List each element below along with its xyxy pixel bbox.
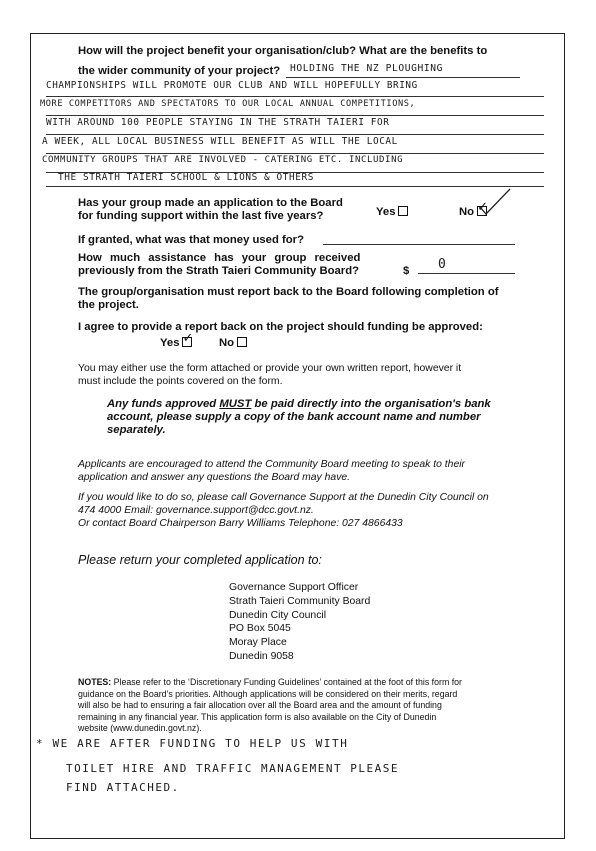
encourage-line2: application and answer any questions the Board may have. [78, 472, 351, 483]
benefit-question-line1: How will the project benefit your organisation/club? What are the benefits to [78, 45, 488, 57]
address-line: Strath Taieri Community Board [229, 595, 371, 607]
address-line: PO Box 5045 [229, 623, 291, 635]
address-line: Dunedin 9058 [229, 650, 294, 662]
handwritten-note-line1: * WE ARE AFTER FUNDING TO HELP US WITH [36, 737, 349, 750]
return-address [229, 581, 370, 664]
assistance-question-line1: How much assistance has your group received [78, 252, 361, 264]
funds-notice-line3: separately. [107, 424, 166, 436]
return-heading: Please return your completed application to: [78, 553, 322, 567]
checkmark-icon [478, 187, 512, 217]
agree-no-label: No [219, 337, 235, 349]
agree-no-option[interactable] [219, 336, 247, 351]
assistance-question-line2: previously from the Strath Taieri Community Board? [78, 265, 359, 277]
answer-underline [46, 153, 544, 154]
contact-line1: If you would like to do so, please call Governance Support at the Dunedin City Council on [78, 492, 489, 503]
prior-no-label: No [459, 206, 475, 218]
form-note-line1: You may either use the form attached or provide your own written report, however it [78, 363, 462, 374]
prior-yes-checkbox[interactable] [398, 206, 408, 216]
answer-underline [46, 96, 544, 97]
answer-underline [46, 134, 544, 135]
notes-label: NOTES: [78, 677, 112, 687]
funds-notice-line2: account, please supply a copy of the bank account name and number [107, 411, 481, 423]
benefit-answer-line5[interactable]: COMMUNITY GROUPS THAT ARE INVOLVED - CATERING ETC. INCLUDING [42, 155, 404, 165]
encourage-line1: Applicants are encouraged to attend the Community Board meeting to speak to their [78, 459, 465, 470]
amount-underline [418, 273, 515, 274]
prior-application-question-line2: for funding support within the last five years? [78, 210, 324, 222]
benefit-answer-line1[interactable]: CHAMPIONSHIPS WILL PROMOTE OUR CLUB AND WILL HOPEFULLY BRING [46, 80, 418, 91]
agree-yes-label: Yes [160, 337, 180, 349]
report-requirement-line1: The group/organisation must report back to the Board following completion of [78, 286, 499, 298]
currency-symbol: $ [403, 265, 410, 277]
benefit-question-line2: the wider community of your project? [78, 65, 281, 77]
prior-yes-option[interactable] [376, 205, 408, 220]
form-note-line2: must include the points covered on the form. [78, 376, 283, 387]
granted-question: If granted, what was that money used for? [78, 234, 304, 246]
benefit-answer-line2[interactable]: MORE COMPETITORS AND SPECTATORS TO OUR LOCAL ANNUAL COMPETITIONS, [40, 99, 416, 109]
notes-block: NOTES: Please refer to the ‘Discretionary Funding Guidelines’ contained at the foot of this form for guidance on the Board’s priorities. Although applications will be considered on their merits, regard will also be had to ensuring a fair allocation over all the Board area and the amount of funding remaining in any financial year. This application form is also available on the City of Dunedin website (www.dunedin.govt.nz). [78, 677, 462, 733]
benefit-answer-line4[interactable]: A WEEK, ALL LOCAL BUSINESS WILL BENEFIT AS WILL THE LOCAL [42, 136, 398, 147]
prior-yes-label: Yes [376, 206, 396, 218]
funds-notice-line1: Any funds approved MUST be paid directly into the organisation's bank [107, 398, 491, 410]
report-requirement-line2: the project. [78, 299, 139, 311]
address-line: Moray Place [229, 637, 287, 649]
answer-underline [286, 77, 520, 78]
answer-underline [46, 115, 544, 116]
answer-underline [46, 186, 544, 187]
assistance-amount[interactable]: 0 [438, 257, 447, 272]
handwritten-note-line3: FIND ATTACHED. [66, 781, 180, 794]
granted-answer-field[interactable] [323, 244, 515, 245]
agree-yes-checkbox-checked[interactable] [182, 337, 192, 347]
contact-line3: Or contact Board Chairperson Barry Williams Telephone: 027 4866433 [78, 518, 403, 529]
benefit-answer-line6[interactable]: THE STRATH TAIERI SCHOOL & LIONS & OTHERS [58, 172, 315, 183]
benefit-answer-line3[interactable]: WITH AROUND 100 PEOPLE STAYING IN THE STRATH TAIERI FOR [46, 117, 390, 128]
agree-question: I agree to provide a report back on the project should funding be approved: [78, 321, 483, 333]
address-line: Dunedin City Council [229, 609, 327, 621]
contact-line2: 474 4000 Email: governance.support@dcc.govt.nz. [78, 505, 314, 516]
address-line: Governance Support Officer [229, 582, 359, 593]
agree-yes-option[interactable] [160, 336, 192, 351]
benefit-answer-line0[interactable]: HOLDING THE NZ PLOUGHING [290, 63, 444, 74]
prior-application-question-line1: Has your group made an application to the Board [78, 197, 343, 209]
agree-no-checkbox[interactable] [237, 337, 247, 347]
handwritten-note-line2: TOILET HIRE AND TRAFFIC MANAGEMENT PLEASE [66, 762, 400, 775]
